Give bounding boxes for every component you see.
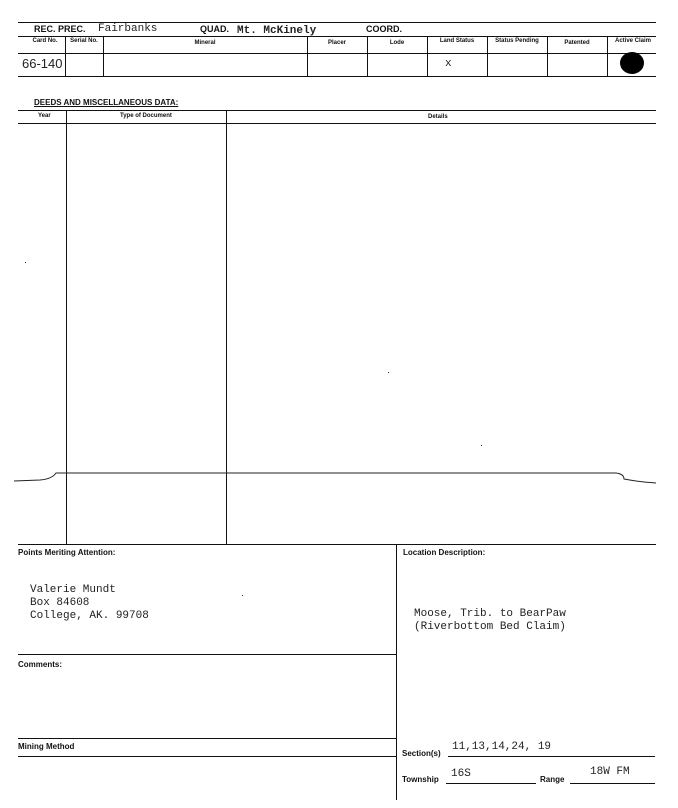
scan-speck [481, 445, 482, 446]
scan-speck [242, 595, 243, 596]
fold-crease-line [0, 465, 678, 495]
col-patented: Patented [564, 40, 590, 46]
scan-speck [25, 262, 26, 263]
col-divider [65, 37, 66, 77]
col-serial-no: Serial No. [70, 38, 98, 44]
scan-speck [388, 372, 389, 373]
column-header-rule [18, 53, 656, 54]
township-label: Township [402, 775, 439, 784]
location-line-1: Moose, Trib. to BearPaw [414, 608, 566, 620]
coord-label: COORD. [366, 24, 402, 34]
rec-prec-value: Fairbanks [98, 23, 158, 35]
sections-line [448, 756, 655, 757]
header-underline [18, 36, 656, 37]
sections-value: 11,13,14,24, 19 [452, 741, 552, 753]
sections-label: Section(s) [402, 749, 441, 758]
col-placer: Placer [327, 40, 346, 46]
col-divider [103, 37, 104, 77]
range-value: 18W FM [590, 766, 630, 778]
col-divider [367, 37, 368, 77]
township-value: 16S [451, 768, 471, 780]
points-line-2: Box 84608 [30, 597, 90, 609]
col-divider [487, 37, 488, 77]
location-line-2: (Riverbottom Bed Claim) [414, 621, 566, 633]
deeds-section-title: DEEDS AND MISCELLANEOUS DATA: [34, 98, 179, 107]
comments-label: Comments: [18, 660, 63, 669]
col-mineral: Mineral [194, 40, 216, 46]
active-claim-dot [620, 52, 644, 74]
col-lode: Lode [389, 40, 405, 46]
deeds-top-rule [18, 110, 656, 111]
col-divider [607, 37, 608, 77]
location-label: Location Description: [403, 548, 486, 557]
points-line-1: Valerie Mundt [30, 584, 116, 596]
comments-top-rule [18, 654, 396, 655]
mining-method-label: Mining Method [18, 742, 75, 751]
col-divider [427, 37, 428, 77]
mining-method-line [18, 756, 396, 757]
col-active-claim: Active Claim [614, 38, 651, 44]
deeds-header-rule [18, 123, 656, 124]
deeds-bottom-rule [18, 544, 656, 545]
col-card-no: Card No. [32, 38, 58, 44]
quad-label: QUAD. [200, 24, 229, 34]
deeds-col-type: Type of Document [120, 113, 172, 119]
township-line [446, 783, 536, 784]
row-bottom-rule [18, 76, 656, 77]
range-label: Range [540, 775, 565, 784]
points-line-3: College, AK. 99708 [30, 610, 149, 622]
range-line [570, 783, 655, 784]
land-status-mark: x [445, 58, 452, 70]
quad-value: Mt. McKinely [237, 25, 317, 37]
rec-prec-label: REC. PREC. [34, 24, 86, 34]
deeds-col-details: Details [428, 114, 448, 120]
points-label: Points Meriting Attention: [18, 548, 116, 557]
card-no-value: 66-140 [22, 56, 63, 71]
deeds-col-year: Year [38, 113, 51, 119]
col-land-status: Land Status [439, 38, 475, 44]
mining-top-rule [18, 738, 396, 739]
col-divider [547, 37, 548, 77]
col-status-pending: Status Pending [495, 38, 539, 44]
bottom-divider [396, 544, 397, 800]
col-divider [307, 37, 308, 77]
